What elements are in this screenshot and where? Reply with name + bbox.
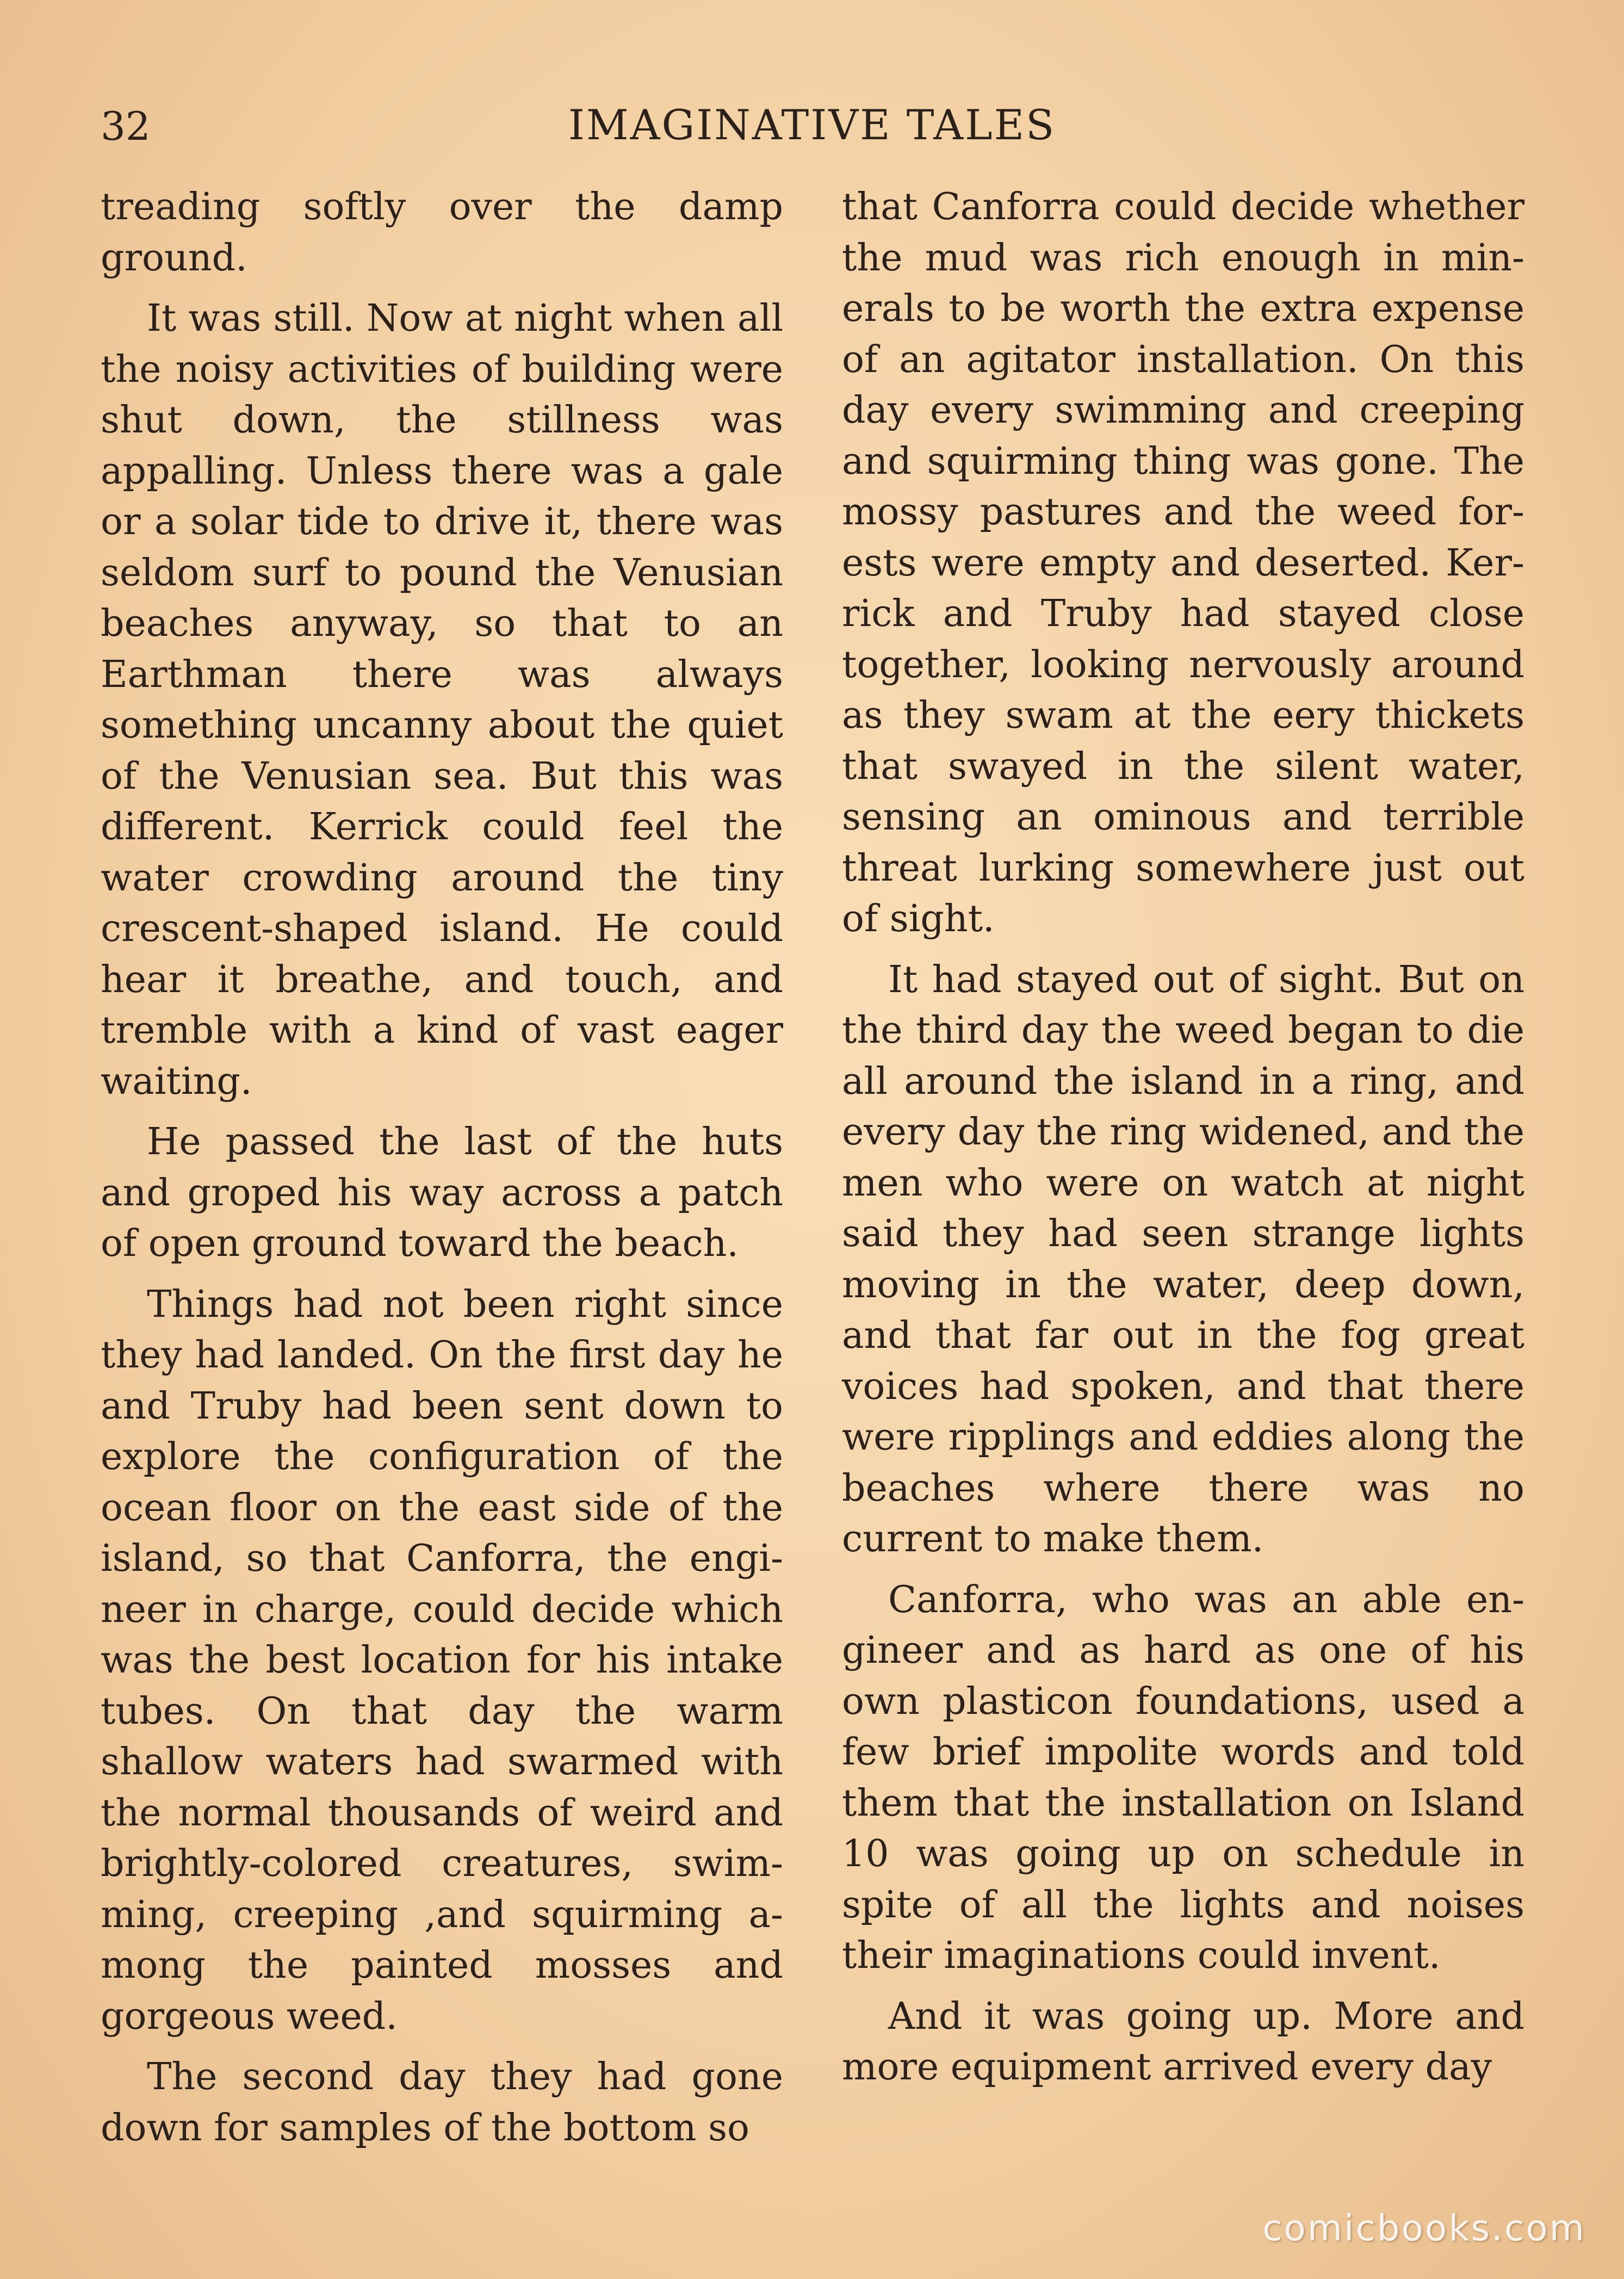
- paragraph: The second day they had gone down for samples of the bottom so: [101, 2055, 783, 2150]
- running-title: IMAGINATIVE TALES: [568, 101, 1056, 149]
- right-column: [842, 182, 1524, 2103]
- page-number: 32: [101, 103, 151, 149]
- paragraph: Things had not been right since they had landed. On the first day he and Truby had been sent down to explore the configuration of the ocean floor on the east side of the island, so that Canforra, the engineer in charge, could decide which was the best location for his intake tubes. On that day the warm shallow waters had swarmed with the normal thousands of weird and brightly-colored creatures, swimming, creeping ,and squirming among the painted mosses and gorgeous weed.: [101, 1283, 783, 2038]
- watermark: comicbooks.com: [1262, 2207, 1586, 2249]
- paragraph: treading softly over the damp ground.: [101, 185, 783, 280]
- paragraph: that Canforra could decide whether the mud was rich enough in minerals to be worth the extra expense of an agitator installation. On this day every swimming and creeping and squirming thing was gone. The mossy pastures and the weed forests were empty and deserted. Kerrick and Truby had stayed close together, looking nervously around as they swam at the eery thickets that swayed in the silent water, sensing an ominous and terrible threat lurking somewhere just out of sight.: [842, 185, 1524, 940]
- paragraph: Canforra, who was an able engineer and as hard as one of his own plasticon foundations, used a few brief impolite words and told them that the installation on Island 10 was going up on schedule in spite of all the lights and noises their imaginations could invent.: [842, 1578, 1524, 1977]
- paragraph: And it was going up. More and more equipment arrived every day: [842, 1995, 1524, 2089]
- paragraph: It had stayed out of sight. But on the third day the weed began to die all around the island in a ring, and every day the ring widened, and the men who were on watch at night said they had seen strange lights moving in the water, deep down, and that far out in the fog great voices had spoken, and that there were ripplings and eddies along the beaches where there was no current to make them.: [842, 958, 1524, 1560]
- paragraph: He passed the last of the huts and groped his way across a patch of open ground toward the beach.: [101, 1120, 783, 1265]
- paragraph: It was still. Now at night when all the noisy activities of building were shut down, the stillness was appalling. Unless there was a gale or a solar tide to drive it, there was seldom surf to pound the Venusian beaches anyway, so that to an Earthman there was always something uncanny about the quiet of the Venusian sea. But this was different. Kerrick could feel the water crowding around the tiny crescent-shaped island. He could hear it breathe, and touch, and tremble with a kind of vast eager waiting.: [101, 297, 783, 1103]
- left-column: [101, 182, 783, 2163]
